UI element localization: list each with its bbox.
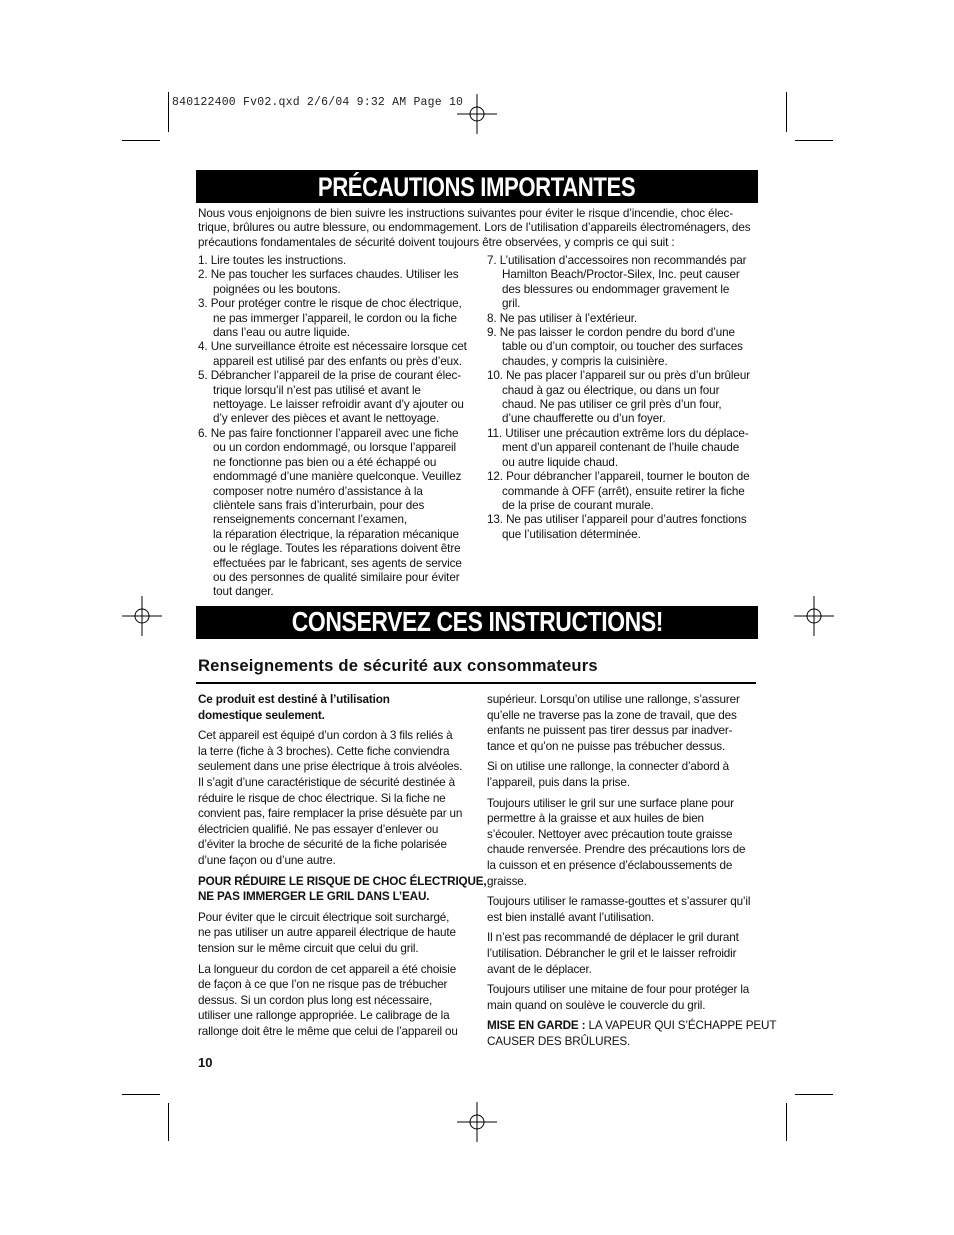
text-line: avant de le déplacer. <box>487 962 592 976</box>
paragraph <box>487 759 757 790</box>
text-line: permettre à la graisse et aux huiles de bien <box>487 812 704 826</box>
list-item-line: poignées ou les boutons. <box>213 282 341 296</box>
list-item-line: 5. Débrancher l’appareil de la prise de courant élec- <box>198 369 462 383</box>
paragraph <box>198 962 468 1040</box>
list-item-line: dans l’eau ou autre liquide. <box>213 326 350 340</box>
print-slug: 840122400 Fv02.qxd 2/6/04 9:32 AM Page 10 <box>172 96 464 109</box>
list-item-line: gril. <box>502 297 521 311</box>
list-item <box>487 254 767 312</box>
list-item-line: de la prise de courant murale. <box>502 498 654 512</box>
intro-line: trique, brûlures ou autre blessure, ou endommagement. Lors de l’utilisation d’appareils électroménagers, des <box>198 221 751 235</box>
list-item <box>198 268 480 297</box>
list-item-line: clièntele sans frais d’interurbain, pour des <box>213 498 425 512</box>
list-item-line: ou le réglage. Toutes les réparations doivent être <box>213 542 461 556</box>
text-line: Cet appareil est équipé d’un cordon à 3 fils reliés à <box>198 729 453 743</box>
text-line: Il s’agit d’une caractéristique de sécurité destinée à <box>198 775 455 789</box>
text-line: NE PAS IMMERGER LE GRIL DANS L’EAU. <box>198 890 430 904</box>
list-item-line: 4. Une surveillance étroite est nécessaire lorsque cet <box>198 340 467 354</box>
text-line: seulement dans une prise électrique à trois alvéoles. <box>198 760 463 774</box>
list-item <box>198 297 480 340</box>
crop-mark <box>168 1103 169 1141</box>
list-item-line: 11. Utiliser une précaution extrême lors du déplace- <box>487 426 749 440</box>
list-item-line: ou un cordon endommagé, ou lorsque l’appareil <box>213 441 457 455</box>
list-item-line: 12. Pour débrancher l’appareil, tourner le bouton de <box>487 470 750 484</box>
list-item <box>487 513 767 542</box>
text-line: Si on utilise une rallonge, la connecter d’abord à <box>487 760 729 774</box>
list-item-line: 13. Ne pas utiliser l’appareil pour d’autres fonctions <box>487 513 747 527</box>
text-line: d’une façon ou d’une autre. <box>198 853 336 867</box>
text-line: Ce produit est destiné à l’utilisation <box>198 693 390 706</box>
list-item <box>487 326 767 369</box>
precautions-list-left <box>198 254 480 600</box>
registration-mark-icon <box>457 1102 497 1142</box>
section-heading: Renseignements de sécurité aux consommateurs <box>198 656 598 675</box>
list-item-line: 7. L’utilisation d’accessoires non recommandés par <box>487 254 747 267</box>
banner-title: PRÉCAUTIONS IMPORTANTES <box>318 172 636 202</box>
text-line: ne pas utiliser un autre appareil électrique de haute <box>198 926 456 940</box>
list-item-line: ment d’un appareil contenant de l’huile chaude <box>502 441 740 455</box>
text-line: rallonge doit être le même que celui de l’appareil ou <box>198 1024 458 1038</box>
list-item-line: 10. Ne pas placer l’appareil sur ou près d’un brûleur <box>487 369 751 383</box>
text-line: Pour éviter que le circuit électrique soit surchargé, <box>198 910 450 924</box>
registration-mark-icon <box>457 94 497 134</box>
text-line: supérieur. Lorsqu’on utilise une rallonge, s’assurer <box>487 693 740 706</box>
list-item-line: d’une chaufferette ou d’un foyer. <box>502 412 666 426</box>
list-item-line: tout danger. <box>213 585 274 599</box>
paragraph <box>198 728 468 868</box>
text-line: graisse. <box>487 874 527 888</box>
registration-mark-icon <box>794 596 834 636</box>
crop-mark <box>786 92 787 132</box>
list-item-line: ou des personnes de qualité similaire pour éviter <box>213 570 460 584</box>
text-line: de façon à ce que l’on ne risque pas de trébucher <box>198 978 448 992</box>
text-line: utiliser une rallonge appropriée. Le calibrage de la <box>198 1009 450 1023</box>
text-line: chaude renversée. Prendre des précautions lors de <box>487 843 746 857</box>
intro-line: précautions fondamentales de sécurité doivent toujours être observées, y compris ce qui suit : <box>198 235 675 249</box>
paragraph <box>198 874 487 905</box>
page-number: 10 <box>198 1055 213 1070</box>
text-line: dessus. Si un cordon plus long est nécessaire, <box>198 993 433 1007</box>
warning-text: CAUSER DES BRÛLURES. <box>487 1034 631 1048</box>
list-item-line: ne pas immerger l’appareil, le cordon ou la fiche <box>213 311 457 325</box>
list-item-line: d’y enlever des pièces et avant le nettoyage. <box>213 412 440 426</box>
list-item <box>198 369 480 427</box>
title-banner-conservez <box>196 606 758 639</box>
list-item-line: endommagé d’une manière quelconque. Veuillez <box>213 470 462 484</box>
crop-mark <box>795 140 833 141</box>
crop-mark <box>168 92 169 132</box>
list-item-line: ne fonctionne pas bien ou a été échappé ou <box>213 455 437 469</box>
list-item-line: 1. Lire toutes les instructions. <box>198 254 347 267</box>
crop-mark <box>122 140 160 141</box>
list-item-line: ou autre liquide chaud. <box>502 455 618 469</box>
paragraph <box>487 982 757 1013</box>
text-line: domestique seulement. <box>198 708 325 722</box>
list-item-line: composer notre numéro d’assistance à la <box>213 484 423 498</box>
text-line: s’écouler. Nettoyer avec précaution toute graisse <box>487 827 733 841</box>
text-line: la terre (fiche à 3 broches). Cette fiche conviendra <box>198 744 450 758</box>
list-item <box>487 427 767 470</box>
precautions-list-right <box>487 254 767 542</box>
list-item-line: chaudes, y compris la cuisinière. <box>502 354 668 368</box>
list-item-line: effectuées par le fabricant, ses agents de service <box>213 556 462 570</box>
text-line: d’éviter la broche de sécurité de la fiche polarisée <box>198 838 447 852</box>
list-item-line: renseignements concernant l’examen, <box>213 513 408 527</box>
title-banner-precautions <box>196 170 758 203</box>
registration-mark-icon <box>122 596 162 636</box>
paragraph <box>487 796 757 890</box>
text-line: Toujours utiliser le gril sur une surface plane pour <box>487 796 734 810</box>
list-item-line: trique lorsqu’il n’est pas utilisé et avant le <box>213 383 421 397</box>
list-item <box>487 369 767 427</box>
text-line: Toujours utiliser le ramasse-gouttes et s’assurer qu’il <box>487 895 751 909</box>
list-item-line: la réparation électrique, la réparation mécanique <box>213 527 459 541</box>
intro-line: Nous vous enjoignons de bien suivre les instructions suivantes pour éviter le risque d’incendie, choc élec- <box>198 207 734 220</box>
text-line: convient pas, faire remplacer la prise désuète par un <box>198 807 463 821</box>
warning-text: LA VAPEUR QUI S’ÉCHAPPE PEUT <box>585 1019 777 1033</box>
list-item-line: nettoyage. Le laisser refroidir avant d’y ajouter ou <box>213 398 464 412</box>
list-item-line: chaud. Ne pas utiliser ce gril près d’un four, <box>502 398 722 412</box>
text-line: réduire le risque de choc électrique. Si la fiche ne <box>198 791 446 805</box>
text-line: l’appareil, puis dans la prise. <box>487 775 630 789</box>
list-item-line: 8. Ne pas utiliser à l’extérieur. <box>487 311 638 325</box>
text-line: est bien installé avant l’utilisation. <box>487 910 655 924</box>
list-item <box>198 340 480 369</box>
crop-mark <box>122 1094 160 1095</box>
crop-mark <box>795 1094 833 1095</box>
paragraph <box>487 894 757 925</box>
list-item-line: appareil est utilisé par des enfants ou près d’eux. <box>213 354 462 368</box>
intro-paragraph <box>198 207 758 250</box>
heading-rule <box>196 682 756 684</box>
list-item-line: commande à OFF (arrêt), ensuite retirer la fiche <box>502 484 745 498</box>
list-item-line: Hamilton Beach/Proctor-Silex, Inc. peut causer <box>502 268 740 282</box>
crop-mark <box>786 1103 787 1141</box>
list-item-line: chaud à gaz ou électrique, ou dans un four <box>502 383 720 397</box>
list-item <box>487 470 767 513</box>
paragraph <box>198 692 468 723</box>
paragraph <box>487 692 757 754</box>
list-item-line: table ou d’un comptoir, ou toucher des surfaces <box>502 340 743 354</box>
text-line: la cuisson et en présence d’éclaboussements de <box>487 858 733 872</box>
consumer-info-column-right <box>487 692 777 1054</box>
list-item-line: que l’utilisation déterminée. <box>502 527 641 541</box>
text-line: qu’elle ne traverse pas la zone de travail, que des <box>487 708 737 722</box>
warning-paragraph <box>487 1018 777 1049</box>
paragraph <box>198 910 468 957</box>
text-line: La longueur du cordon de cet appareil a été choisie <box>198 962 457 976</box>
text-line: tension sur le même circuit que celui du gril. <box>198 941 419 955</box>
list-item <box>198 254 480 268</box>
text-line: électricien qualifié. Ne pas essayer d’enlever ou <box>198 822 439 836</box>
text-line: Il n’est pas recommandé de déplacer le gril durant <box>487 931 739 945</box>
paragraph <box>487 930 757 977</box>
list-item-line: 9. Ne pas laisser le cordon pendre du bord d’une <box>487 326 735 340</box>
warning-label: MISE EN GARDE : <box>487 1019 586 1033</box>
list-item <box>487 312 767 326</box>
list-item-line: 3. Pour protéger contre le risque de choc électrique, <box>198 297 462 311</box>
text-line: tance et qu’on ne puisse pas trébucher dessus. <box>487 739 726 753</box>
text-line: main quand on soulève le couvercle du gril. <box>487 998 706 1012</box>
text-line: Toujours utiliser une mitaine de four pour protéger la <box>487 983 750 997</box>
consumer-info-column-left <box>198 692 487 1044</box>
list-item-line: 6. Ne pas faire fonctionner l’appareil avec une fiche <box>198 426 459 440</box>
banner-title: CONSERVEZ CES INSTRUCTIONS! <box>291 606 663 637</box>
text-line: POUR RÉDUIRE LE RISQUE DE CHOC ÉLECTRIQUE, <box>198 874 487 888</box>
list-item-line: 2. Ne pas toucher les surfaces chaudes. Utiliser les <box>198 268 459 282</box>
text-line: l’utilisation. Débrancher le gril et le laisser refroidir <box>487 946 737 960</box>
list-item-line: des blessures ou endommager gravement le <box>502 282 730 296</box>
list-item <box>198 427 480 600</box>
text-line: enfants ne puissent pas tirer dessus par inadver- <box>487 724 733 738</box>
